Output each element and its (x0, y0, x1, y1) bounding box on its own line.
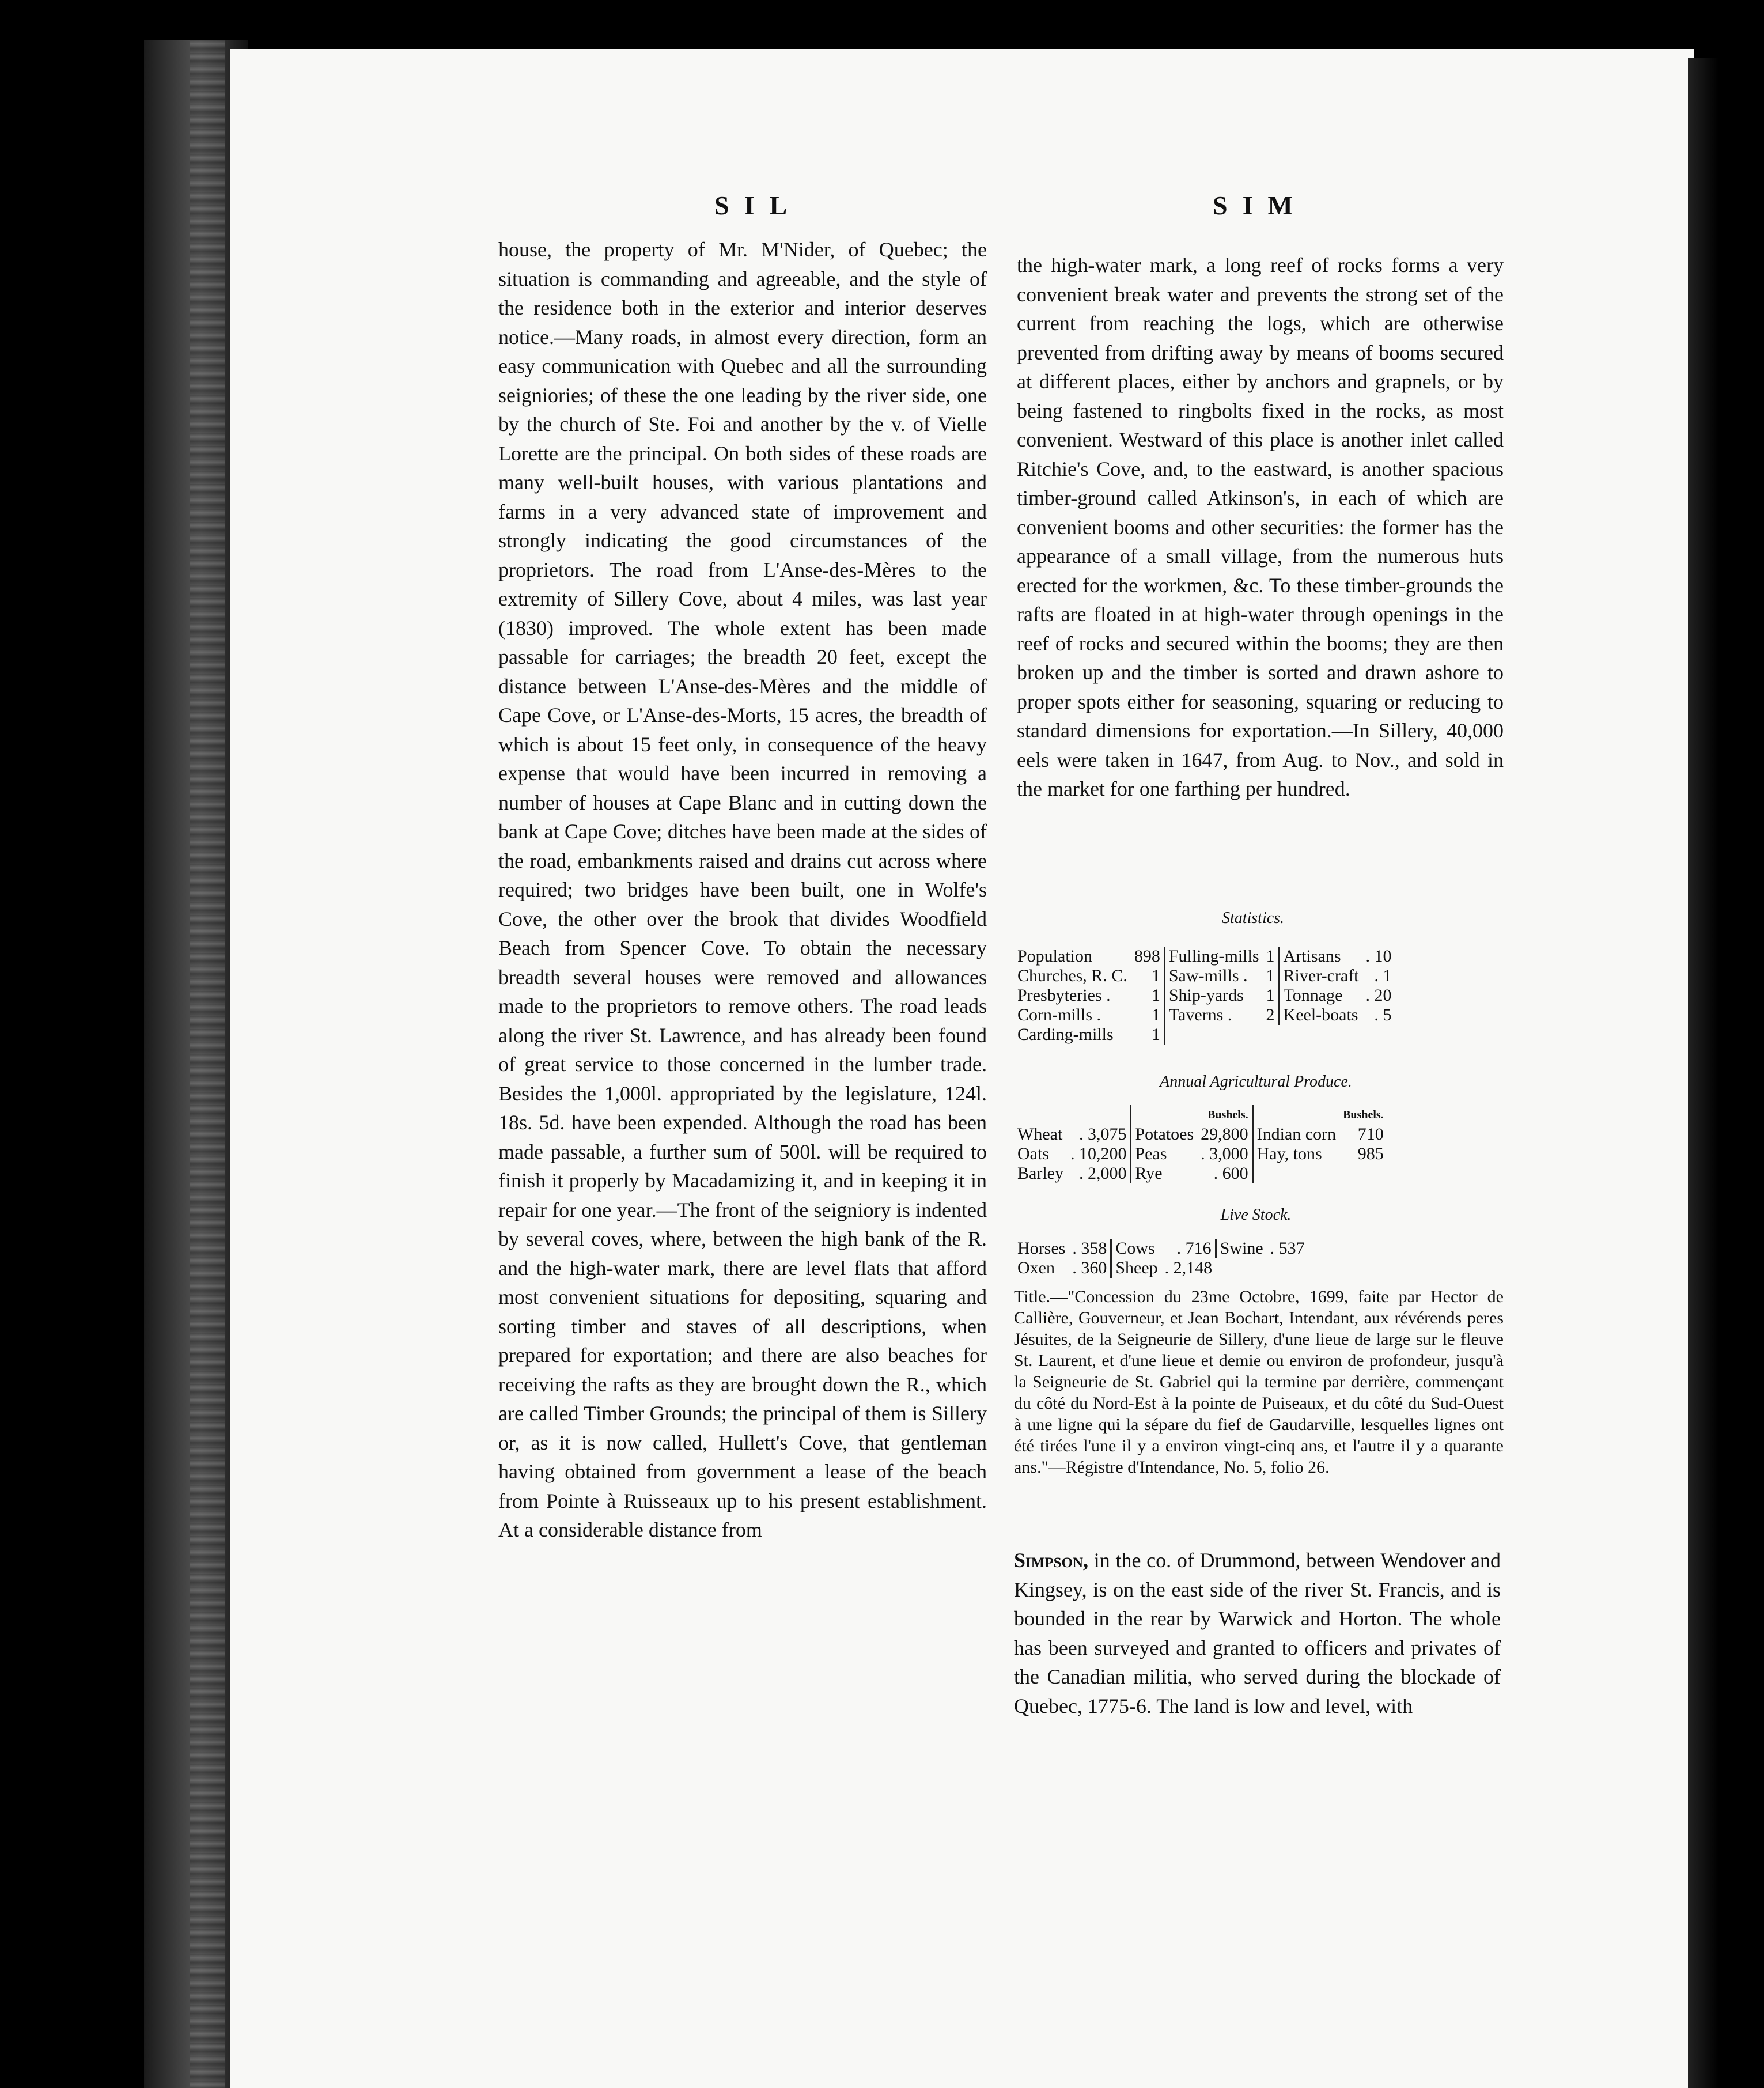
right-column-text: the high-water mark, a long reef of rocks forms a very convenient break water and prevents the strong set of the current from reaching the logs, which are otherwise prevented from drifting away by means of booms secured at different places, either by anchors and grapnels, or by being fastened to ringbolts fixed in the rocks, as most convenient. Westward of this place is another inlet called Ritchie's Cove, and, to the eastward, is another spacious timber-ground called Atkinson's, in each of which are convenient booms and other securities: the former has the appearance of a small village, from the numerous huts erected for the workmen, &c. To these timber-grounds the rafts are floated in at high-water through openings in the reef of rocks and secured within the booms; they are then broken up and the timber is sorted and drawn ashore to proper spots either for seasoning, squaring or reducing to standard dimensions for exportation.—In Sillery, 40,000 eels were taken in 1647, from Aug. to Nov., and sold in the market for one farthing per hundred. (1017, 254, 1504, 800)
produce-table (1014, 1105, 1387, 1183)
table-row: Barley . 2,000 Rye . 600 (1014, 1164, 1387, 1183)
livestock-table (1014, 1239, 1308, 1278)
table-row: Wheat . 3,075 Potatoes 29,800 Indian corn 710 (1017, 1125, 1384, 1144)
table-row: Bushels. Bushels. (1014, 1105, 1387, 1125)
simpson-entry (1014, 1546, 1501, 1720)
entry-headword: Simpson, (1014, 1549, 1089, 1572)
left-column-text: house, the property of Mr. M'Nider, of Quebec; the situation is commanding and agreeable, and the style of the residence both in the exterior and interior deserves notice.—Many roads, in almost every direction, form an easy communication with Quebec and all the surrounding seigniories; of these the one leading by the river side, one by the church of Ste. Foi and another by the v. of Vielle Lorette are the principal. On both sides of these roads are many well-built houses, with various plantations and farms in a very advanced state of improvement and strongly indicating the good circumstances of the proprietors. The road from L'Anse-des-Mères to the extremity of Sillery Cove, about 4 miles, was last year (1830) improved. The whole extent has been made passable for carriages; the breadth 20 feet, except the distance between L'Anse-des-Mères and the middle of Cape Cove, or L'Anse-des-Morts, 15 acres, the breadth of which is about 15 feet only, in consequence of the heavy expense that would have been incurred in removing a number of houses at Cape Blanc and in cutting down the bank at Cape Cove; ditches have been made at the sides of the road, embankments raised and drains cut across where required; two bridges have been built, one in Wolfe's Cove, the other over the brook that divides Woodfield Beach from Spencer Cove. To obtain the necessary breadth several houses were removed and allowances made to the proprietors to remove others. The road leads along the river St. Lawrence, and has already been found of great service to those concerned in the lumber trade. Besides the 1,000l. appropriated by the legislature, 124l. 18s. 5d. have been expended. Although the road has been made passable, a further sum of 500l. will be required to finish it properly by Macadamizing it, and in keeping it in repair for one year.—The front of the seigniory is indented by several coves, where, between the high bank of the R. and the high-water mark, there are level flats that afford most convenient situations for depositing, squaring and sorting timber and staves of all descriptions, when prepared for exportation; and there are also beaches for receiving the rafts as they are brought down the R., which are called Timber Grounds; the principal of them is Sillery or, as it is now called, Hullett's Cove, that gentleman having obtained from government a lease of the beach from Pointe à Ruisseaux up to his present establishment. At a considerable distance from (498, 238, 987, 1541)
table-row: Corn-mills . 1 Taverns . 2 Keel-boats . 5 (1017, 1005, 1392, 1024)
running-header-right: SIM (1213, 191, 1308, 220)
table-row: Oxen . 360 Sheep . 2,148 (1017, 1258, 1213, 1277)
book-spine-texture (190, 40, 225, 2088)
statistics-table (1014, 947, 1395, 1045)
title-note-text: Title.—"Concession du 23me Octobre, 1699, faite par Hector de Callière, Gouverneur, et Jean Bochart, Intendant, aux révérends peres Jésuites, de la Seigneurie de Sillery, d'une lieue de large sur le fleuve St. Laurent, et d'une lieue et demie ou environ de profondeur, jusqu'à la Seigneurie de St. Gabriel qui la termine par derrière, commençant du côté du Nord-Est à la pointe de Puiseaux, et du côté du Sud-Ouest à une ligne qui la sépare du fief de Gaudarville, lesquelles lignes ont été tirées l'une il y a environ vingt-cinq ans, et l'autre il y a quarante ans."—Régistre d'Intendance, No. 5, folio 26. (1014, 1287, 1504, 1477)
livestock-heading: Live Stock. (1220, 1206, 1292, 1224)
produce-heading: Annual Agricultural Produce. (1160, 1073, 1352, 1091)
right-column-top (1017, 251, 1504, 804)
entry-text: in the co. of Drummond, between Wendover and Kingsey, is on the east side of the river St. Francis, and is bounded in the rear by Warwick and Horton. The whole has been surveyed and granted to officers and privates of the Canadian militia, who served during the blockade of Quebec, 1775-6. The land is low and level, with (1014, 1549, 1501, 1718)
table-row: Churches, R. C. 1 Saw-mills . 1 River-craft . 1 (1017, 966, 1392, 985)
statistics-heading: Statistics. (1221, 909, 1285, 927)
table-row: Oats . 10,200 Peas . 3,000 Hay, tons 985 (1017, 1144, 1384, 1163)
table-row: Horses . 358 Cows . 716 Swine . 537 (1017, 1239, 1305, 1258)
page-edge-shadow (1688, 58, 1764, 2088)
table-row: Carding-mills 1 (1014, 1025, 1395, 1045)
title-note (1014, 1286, 1504, 1478)
table-row: Population 898 Fulling-mills 1 Artisans . 10 (1017, 947, 1392, 966)
left-column (498, 235, 987, 1747)
running-header-left: SIL (714, 191, 802, 220)
table-row: Presbyteries . 1 Ship-yards 1 Tonnage . 20 (1017, 986, 1392, 1005)
